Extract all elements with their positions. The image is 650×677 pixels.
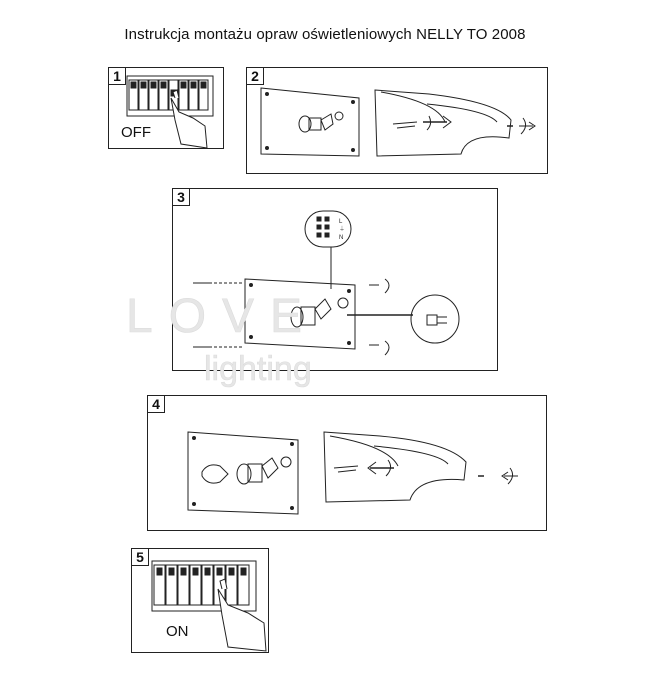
step-number: 5 (131, 548, 149, 566)
step-number: 1 (108, 67, 126, 85)
off-label: OFF (121, 124, 151, 141)
step-2-panel (246, 67, 548, 174)
socket-icon (299, 112, 343, 132)
step-3-panel (172, 188, 498, 371)
step-1-panel (108, 67, 224, 149)
rotate-icon (385, 279, 389, 355)
breaker-panel-illustration (132, 549, 270, 654)
socket-icon (291, 298, 348, 327)
connector-zoom (411, 295, 459, 343)
mounting-plate (261, 88, 359, 156)
step-number: 4 (147, 395, 165, 413)
wiring-illustration (173, 189, 499, 372)
mounting-plate (188, 432, 298, 514)
terminal-letter-earth: ⏚ (339, 226, 346, 233)
mounting-plate (245, 279, 355, 349)
on-label: ON (166, 623, 189, 640)
remove-cover-illustration (247, 68, 549, 175)
rotate-icon (427, 116, 431, 130)
page-title: Instrukcja montażu opraw oświetleniowych NELLY TO 2008 (124, 26, 526, 43)
arrow-right-icon (519, 122, 535, 130)
bulb-icon (202, 465, 228, 483)
step-5-panel (131, 548, 269, 653)
step-number: 3 (172, 188, 190, 206)
reassemble-illustration (148, 396, 548, 532)
terminal-letter-n: N (339, 235, 344, 241)
watermark-bottom-text: lighting (204, 350, 312, 388)
step-number: 2 (246, 67, 264, 85)
watermark-top-text: LOVE (126, 290, 319, 343)
lamp-cover (375, 90, 511, 156)
socket-icon (237, 457, 291, 484)
arrow-left-icon (502, 472, 518, 480)
terminal-letter-l: L (339, 219, 343, 225)
step-4-panel (147, 395, 547, 531)
wall-plug (193, 283, 211, 347)
